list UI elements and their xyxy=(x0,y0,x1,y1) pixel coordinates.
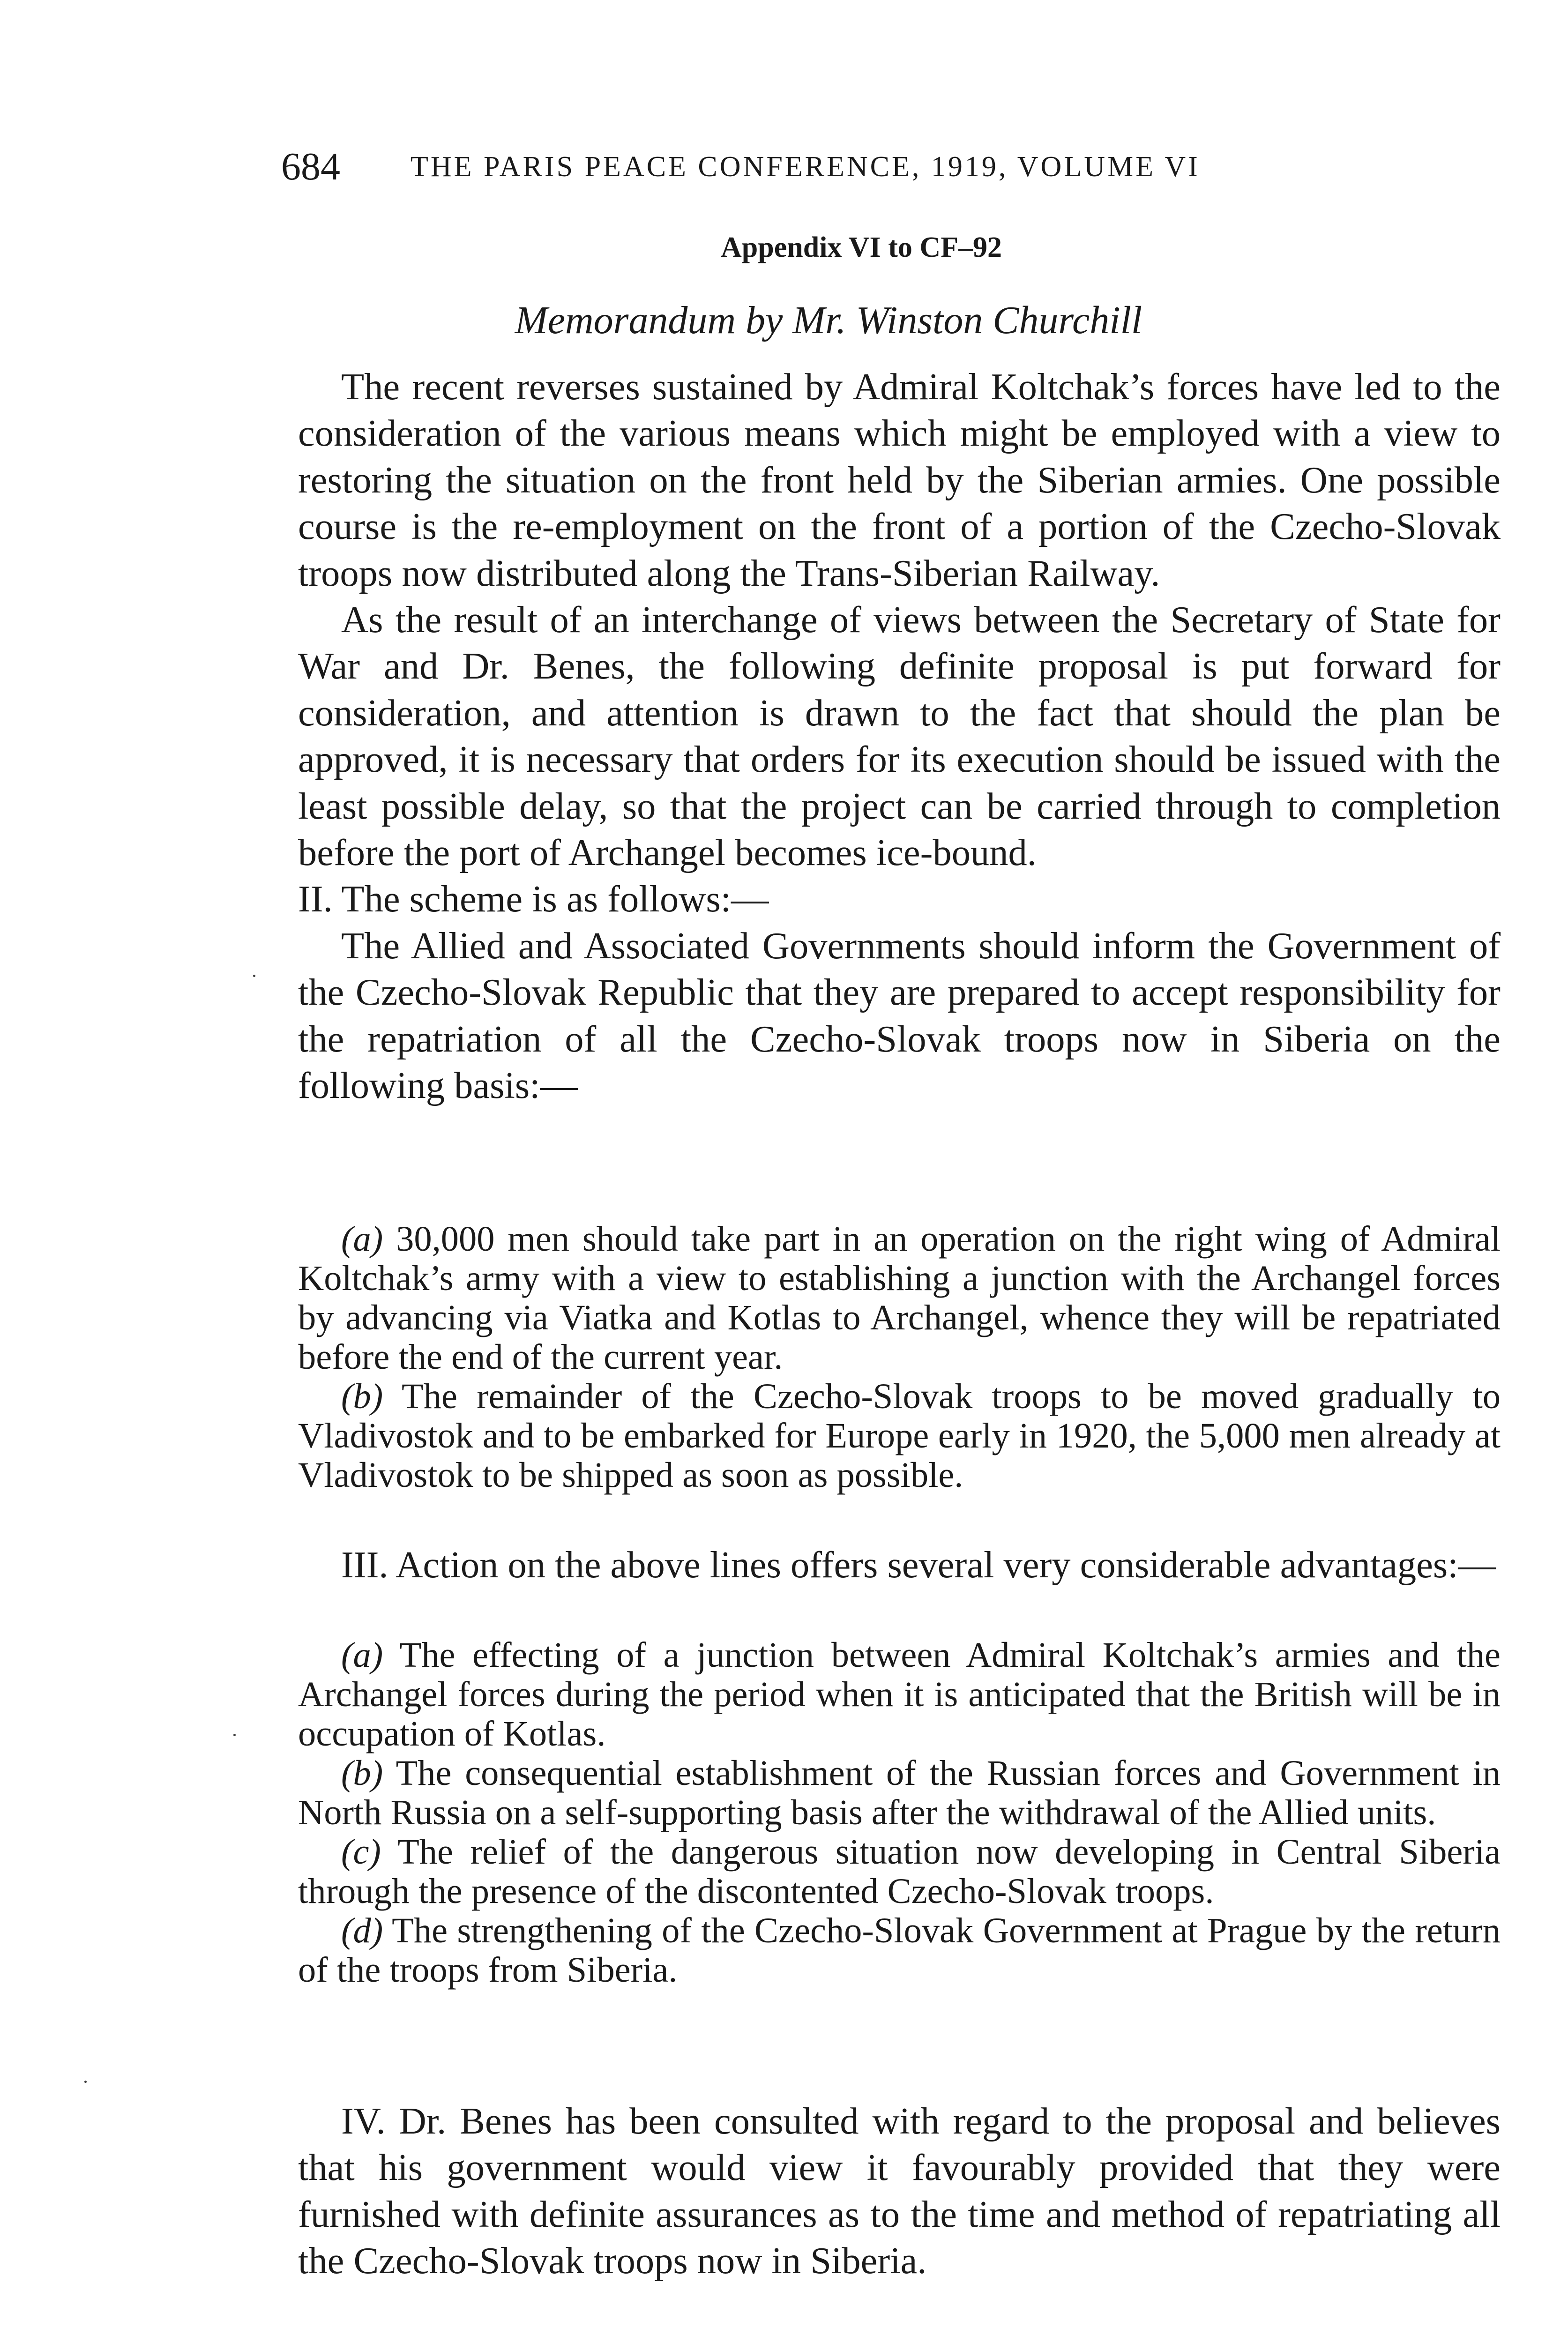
item-label: (c) xyxy=(341,1832,381,1872)
paragraph-scheme-heading: II. The scheme is as follows:— xyxy=(298,878,769,920)
advantage-item xyxy=(298,1635,1501,1754)
item-label: (d) xyxy=(341,1910,383,1950)
scan-speck xyxy=(233,1734,236,1736)
running-header xyxy=(281,139,1537,195)
item-label: (b) xyxy=(341,1376,383,1416)
advantage-item xyxy=(298,1832,1501,1911)
memo-title: Memorandum by Mr. Winston Churchill xyxy=(515,298,1142,342)
scan-speck xyxy=(84,2081,87,2083)
intro-section xyxy=(298,364,1501,1109)
advantage-item xyxy=(298,1911,1501,1990)
item-label: (a) xyxy=(341,1219,383,1259)
item-text: The effecting of a junction between Admiral Koltchak’s armies and the Archangel forces during the period when it is anticipated that the British will be in occupation of Kotlas. xyxy=(298,1635,1501,1754)
item-label: (a) xyxy=(341,1635,383,1675)
scheme-item xyxy=(298,1377,1501,1495)
scheme-list xyxy=(298,1219,1501,1495)
item-text: The remainder of the Czecho-Slovak troops to be moved gradually to Vladivostok and to be embarked for Europe early in 1920, the 5,000 men already at Vladivostok to be shipped as soon as possible. xyxy=(298,1376,1501,1495)
item-text: The consequential establishment of the Russian forces and Government in North Russia on a self-supporting basis after the withdrawal of the Allied units. xyxy=(298,1753,1501,1832)
running-title: THE PARIS PEACE CONFERENCE, 1919, VOLUME VI xyxy=(411,151,1200,183)
advantages-list xyxy=(298,1635,1501,1990)
section-iii-paragraph: III. Action on the above lines offers several very considerable advantages:— xyxy=(341,1544,1496,1586)
scheme-item xyxy=(298,1219,1501,1377)
item-text: 30,000 men should take part in an operation on the right wing of Admiral Koltchak’s army with a view to establishing a junction with the Archangel forces by advancing via Viatka and Kotlas to Archangel, whence they will be repatriated before the end of the current year. xyxy=(298,1219,1501,1377)
page-number: 684 xyxy=(281,145,340,188)
appendix-label: Appendix VI to CF–92 xyxy=(720,231,1002,263)
scan-speck xyxy=(253,975,255,977)
section-iv-paragraph: IV. Dr. Benes has been consulted with regard to the proposal and believes that his government would view it favourably provided that they were furnished with definite assurances as to the time and method of repatriating all the Czecho-Slovak troops now in Siberia. xyxy=(298,2100,1501,2282)
paragraph-reverses: The recent reverses sustained by Admiral Koltchak’s forces have led to the consideration of the various means which might be employed with a view to restoring the situation on the front held by the Siberian armies. One possible course is the re-employment on the front of a portion of the Czecho-Slovak troops now distributed along the Trans-Siberian Railway. xyxy=(298,366,1501,594)
item-text: The relief of the dangerous situation now developing in Central Siberia through the presence of the discontented Czecho-Slovak troops. xyxy=(298,1832,1501,1911)
item-text: The strengthening of the Czecho-Slovak Government at Prague by the return of the troops from Siberia. xyxy=(298,1910,1501,1990)
paragraph-governments: The Allied and Associated Governments should inform the Government of the Czecho-Slovak Republic that they are prepared to accept responsibility for the repatriation of all the Czecho-Slovak troops now in Siberia on the following basis:— xyxy=(298,925,1501,1107)
paragraph-proposal: As the result of an interchange of views between the Secretary of State for War and Dr. Benes, the following definite proposal is put forward for consideration, and attention is drawn to the fact that should the plan be approved, it is necessary that orders for its execution should be issued with the least possible delay, so that the project can be carried through to completion before the port of Archangel becomes ice-bound. xyxy=(298,599,1501,874)
advantage-item xyxy=(298,1754,1501,1832)
section-iii xyxy=(298,1542,1501,1588)
section-iv xyxy=(298,2098,1501,2284)
item-label: (b) xyxy=(341,1753,383,1793)
